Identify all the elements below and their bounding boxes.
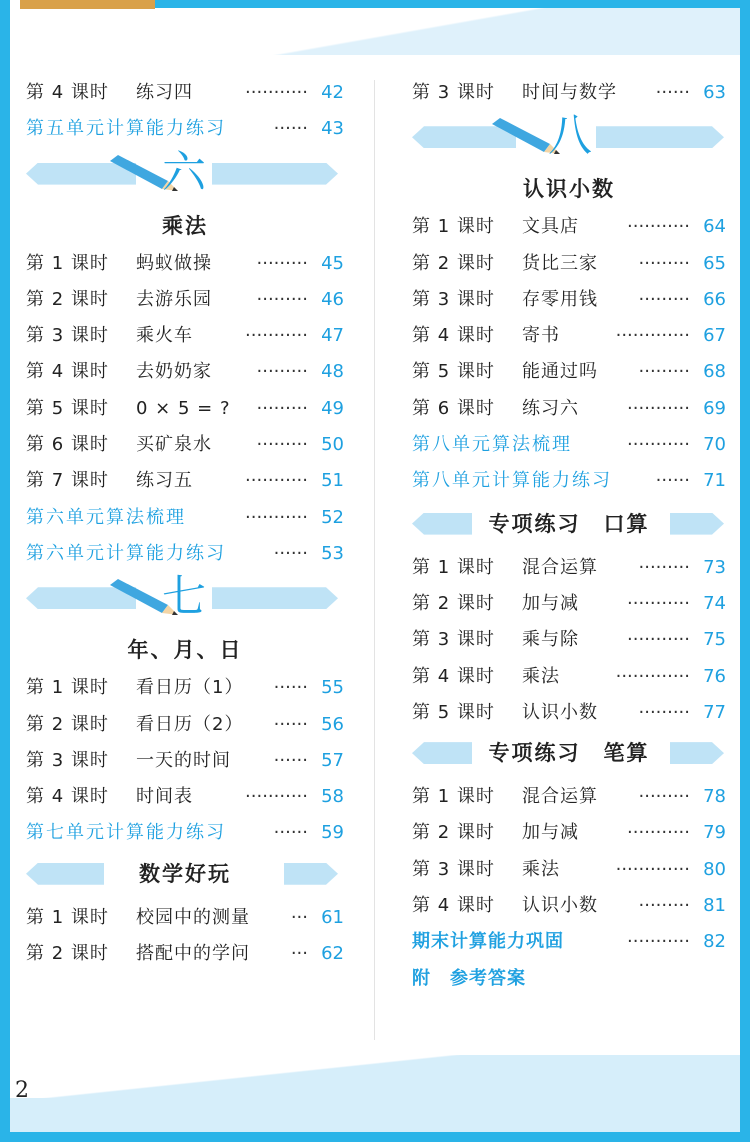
page-ref: 61	[321, 906, 344, 928]
toc-entry[interactable]: 第 3 课时 乘法 ············· 80	[412, 857, 726, 893]
unit-numeral: 六	[162, 146, 206, 198]
bottom-edge	[10, 1098, 740, 1132]
page-ref: 73	[703, 556, 726, 578]
unit6-heading: 乘法	[162, 213, 208, 238]
ribbon-right	[212, 163, 338, 185]
page-ref: 79	[703, 822, 726, 844]
toc-entry[interactable]: 第 2 课时 货比三家 ········· 65	[412, 251, 726, 287]
oral-heading: 专项练习 口算	[488, 511, 650, 536]
page-ref: 64	[703, 216, 726, 238]
page-ref: 50	[321, 434, 344, 456]
oral-banner	[412, 509, 726, 555]
page-ref: 76	[703, 665, 726, 687]
page-ref: 68	[703, 361, 726, 383]
unit7-banner	[26, 571, 344, 635]
toc-entry[interactable]: 第 2 课时 去游乐园 ········· 46	[26, 287, 344, 323]
unit6-review-entry[interactable]: 第六单元算法梳理 ··········· 52	[26, 505, 344, 541]
page-ref: 75	[703, 629, 726, 651]
appendix-entry[interactable]: 附 参考答案	[412, 967, 526, 989]
toc-entry[interactable]: 第 6 课时 练习六 ··········· 69	[412, 396, 726, 432]
unit-numeral: 八	[548, 110, 592, 162]
toc-entry[interactable]: 第 4 课时 练习四 ··········· 42	[26, 80, 344, 116]
unit-numeral: 七	[162, 571, 206, 623]
toc-entry[interactable]: 第 3 课时 存零用钱 ········· 66	[412, 287, 726, 323]
page-ref: 42	[321, 82, 344, 103]
ribbon-right	[596, 126, 724, 148]
unit8-practice-entry[interactable]: 第八单元计算能力练习 ······ 71	[412, 468, 726, 504]
toc-entry[interactable]: 第 6 课时 买矿泉水 ········· 50	[26, 432, 344, 468]
page-ref: 67	[703, 325, 726, 347]
toc-entry[interactable]: 第 2 课时 看日历（2） ······ 56	[26, 712, 344, 748]
toc-entry[interactable]: 第 1 课时 混合运算 ········· 73	[412, 555, 726, 591]
toc-entry[interactable]: 第 4 课时 去奶奶家 ········· 48	[26, 359, 344, 395]
final-review-entry[interactable]: 期末计算能力巩固 ··········· 82	[412, 929, 726, 965]
toc-entry[interactable]: 第 4 课时 寄书 ············· 67	[412, 323, 726, 359]
unit8-banner	[412, 110, 726, 174]
page-ref: 58	[321, 786, 344, 808]
written-banner	[412, 738, 726, 784]
unit6-practice-entry[interactable]: 第六单元计算能力练习 ······ 53	[26, 541, 344, 577]
page-ref: 62	[321, 943, 344, 965]
toc-entry[interactable]: 第 5 课时 认识小数 ········· 77	[412, 700, 726, 736]
written-heading: 专项练习 笔算	[488, 741, 650, 766]
toc-entry[interactable]: 第 3 课时 乘火车 ··········· 47	[26, 323, 344, 359]
page-ref: 46	[321, 288, 344, 310]
toc-entry[interactable]: 第 1 课时 混合运算 ········· 78	[412, 784, 726, 820]
page-ref: 45	[321, 252, 344, 274]
toc-entry[interactable]: 第 4 课时 乘法 ············· 76	[412, 664, 726, 700]
page-ref: 69	[703, 397, 726, 419]
page-ref: 56	[321, 713, 344, 735]
page-ref: 53	[321, 542, 344, 564]
toc-entry[interactable]: 第 3 课时 时间与数学 ······ 63	[412, 80, 726, 116]
page-ref: 52	[321, 506, 344, 528]
page-ref: 66	[703, 288, 726, 310]
unit7-practice-entry[interactable]: 第七单元计算能力练习 ······ 59	[26, 820, 344, 856]
toc-entry[interactable]: 第 1 课时 蚂蚁做操 ········· 45	[26, 251, 344, 287]
page-ref: 49	[321, 397, 344, 419]
toc-entry[interactable]: 第 5 课时 0 × 5 = ? ········· 49	[26, 396, 344, 432]
fun-heading: 数学好玩	[139, 861, 231, 886]
toc-entry[interactable]: 第 1 课时 文具店 ··········· 64	[412, 214, 726, 250]
toc-entry[interactable]: 第 7 课时 练习五 ··········· 51	[26, 468, 344, 504]
toc-entry[interactable]: 第 2 课时 搭配中的学问 ··· 62	[26, 941, 344, 977]
toc-entry[interactable]: 第 1 课时 看日历（1） ······ 55	[26, 675, 344, 711]
page-ref: 63	[703, 82, 726, 103]
toc-right-column	[412, 80, 726, 1002]
page-ref: 47	[321, 325, 344, 347]
page-ref: 48	[321, 361, 344, 383]
unit7-heading: 年、月、日	[127, 638, 243, 663]
unit8-review-entry[interactable]: 第八单元算法梳理 ··········· 70	[412, 432, 726, 468]
toc-entry[interactable]: 第 3 课时 一天的时间 ······ 57	[26, 748, 344, 784]
page-ref: 78	[703, 786, 726, 808]
page-ref: 51	[321, 470, 344, 492]
page-ref: 80	[703, 858, 726, 880]
toc-entry[interactable]: 第 4 课时 时间表 ··········· 58	[26, 784, 344, 820]
toc-entry[interactable]: 第 1 课时 校园中的测量 ··· 61	[26, 905, 344, 941]
toc-entry[interactable]: 第 5 课时 能通过吗 ········· 68	[412, 359, 726, 395]
unit8-heading: 认识小数	[523, 177, 615, 202]
toc-entry[interactable]: 第 2 课时 加与减 ··········· 74	[412, 591, 726, 627]
page-ref: 70	[703, 434, 726, 456]
page-ref: 57	[321, 749, 344, 771]
page-ref: 77	[703, 701, 726, 723]
page-number: 2	[15, 1078, 29, 1103]
ribbon-right	[212, 587, 338, 609]
unit5-practice-entry[interactable]: 第五单元计算能力练习 ······ 43	[26, 116, 344, 152]
page-ref: 43	[321, 118, 344, 140]
page-ref: 71	[703, 470, 726, 492]
toc-entry[interactable]: 第 4 课时 认识小数 ········· 81	[412, 893, 726, 929]
top-tab-mark	[20, 0, 155, 9]
column-divider	[374, 80, 375, 1040]
unit6-banner	[26, 146, 344, 211]
page-ref: 65	[703, 252, 726, 274]
page-ref: 59	[321, 822, 344, 844]
page-ref: 82	[703, 931, 726, 953]
toc-left-column	[26, 80, 344, 977]
toc-entry[interactable]: 第 2 课时 加与减 ··········· 79	[412, 820, 726, 856]
toc-entry[interactable]: 第 3 课时 乘与除 ··········· 75	[412, 627, 726, 663]
page-ref: 81	[703, 895, 726, 917]
page-ref: 74	[703, 592, 726, 614]
fun-banner	[26, 859, 344, 905]
page-ref: 55	[321, 677, 344, 699]
